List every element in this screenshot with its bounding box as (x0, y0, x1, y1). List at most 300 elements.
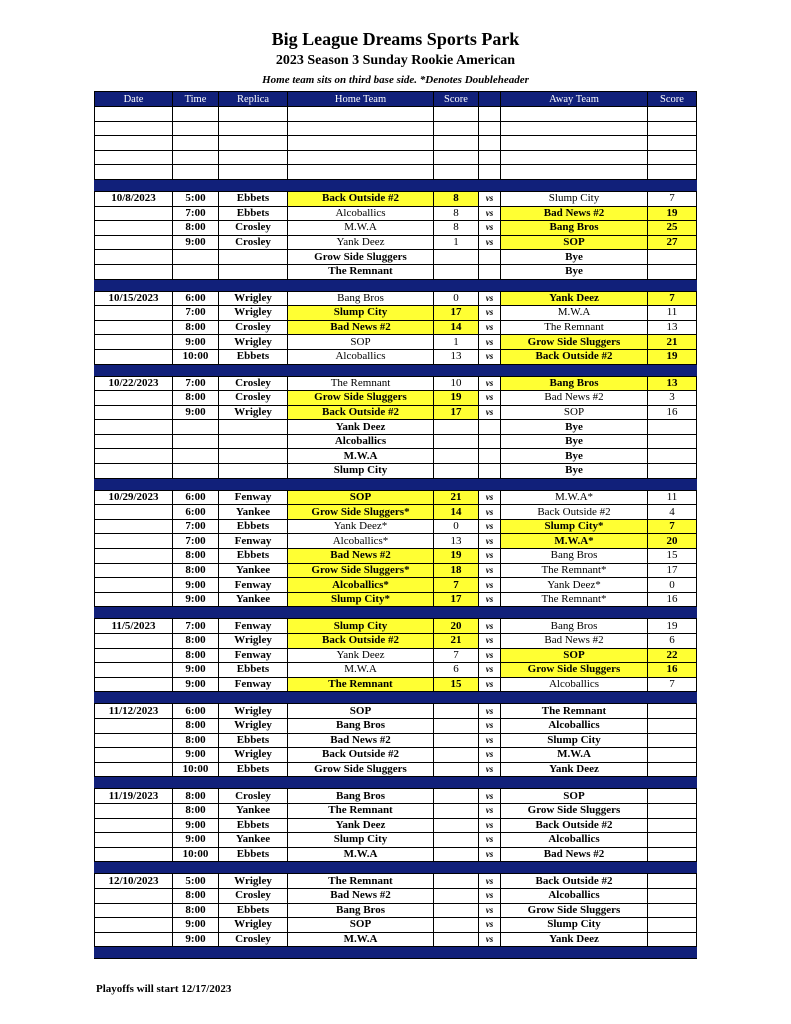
replica-cell (219, 449, 288, 464)
divider-cell (648, 692, 697, 704)
vs-cell: vs (479, 634, 501, 649)
home-score-cell: 0 (434, 519, 479, 534)
divider-cell (288, 947, 434, 959)
divider-cell (288, 692, 434, 704)
home-score-cell (434, 449, 479, 464)
away-score-cell (648, 888, 697, 903)
home-team-cell: SOP (288, 704, 434, 719)
vs-cell: vs (479, 563, 501, 578)
empty-row (95, 150, 697, 165)
empty-cell (219, 107, 288, 122)
game-row (95, 235, 697, 250)
time-cell: 5:00 (173, 874, 219, 889)
game-row (95, 505, 697, 520)
replica-cell: Crosley (219, 235, 288, 250)
divider-cell (479, 947, 501, 959)
vs-cell: vs (479, 391, 501, 406)
home-score-cell: 8 (434, 206, 479, 221)
home-team-cell: Yank Deez (288, 818, 434, 833)
time-cell: 6:00 (173, 704, 219, 719)
home-score-cell: 0 (434, 291, 479, 306)
game-row (95, 888, 697, 903)
date-cell (95, 464, 173, 479)
home-score-cell: 1 (434, 335, 479, 350)
away-team-cell: Alcoballics (501, 833, 648, 848)
home-team-cell: M.W.A (288, 449, 434, 464)
replica-cell: Crosley (219, 221, 288, 236)
vs-cell: vs (479, 847, 501, 862)
section-divider (95, 364, 697, 376)
header-date: Date (95, 92, 173, 107)
away-score-cell: 13 (648, 376, 697, 391)
game-row (95, 206, 697, 221)
time-cell: 7:00 (173, 306, 219, 321)
away-team-cell: The Remnant (501, 704, 648, 719)
home-team-cell: SOP (288, 918, 434, 933)
home-score-cell: 21 (434, 634, 479, 649)
schedule-body (95, 107, 697, 959)
game-row (95, 464, 697, 479)
divider-cell (219, 692, 288, 704)
replica-cell: Ebbets (219, 903, 288, 918)
time-cell: 8:00 (173, 634, 219, 649)
vs-cell: vs (479, 648, 501, 663)
vs-cell: vs (479, 619, 501, 634)
home-team-cell: Yank Deez (288, 420, 434, 435)
home-team-cell: Slump City (288, 619, 434, 634)
divider-cell (219, 947, 288, 959)
game-row (95, 648, 697, 663)
divider-cell (173, 364, 219, 376)
date-cell (95, 578, 173, 593)
game-row (95, 306, 697, 321)
replica-cell: Wrigley (219, 704, 288, 719)
replica-cell: Yankee (219, 505, 288, 520)
replica-cell (219, 464, 288, 479)
vs-cell: vs (479, 733, 501, 748)
date-cell (95, 434, 173, 449)
away-score-cell: 13 (648, 320, 697, 335)
time-cell: 5:00 (173, 191, 219, 206)
away-score-cell (648, 818, 697, 833)
empty-row (95, 136, 697, 151)
away-team-cell: Slump City (501, 733, 648, 748)
replica-cell: Ebbets (219, 818, 288, 833)
home-score-cell (434, 264, 479, 279)
replica-cell: Ebbets (219, 733, 288, 748)
divider-cell (648, 179, 697, 191)
section-divider (95, 692, 697, 704)
empty-cell (219, 121, 288, 136)
away-team-cell: Bang Bros (501, 221, 648, 236)
home-score-cell (434, 718, 479, 733)
away-team-cell: Bang Bros (501, 619, 648, 634)
away-team-cell: Bang Bros (501, 549, 648, 564)
replica-cell: Ebbets (219, 549, 288, 564)
date-cell (95, 918, 173, 933)
home-team-cell: Bang Bros (288, 291, 434, 306)
vs-cell: vs (479, 874, 501, 889)
away-team-cell: Back Outside #2 (501, 349, 648, 364)
away-team-cell: Alcoballics (501, 888, 648, 903)
game-row (95, 376, 697, 391)
home-team-cell: The Remnant (288, 874, 434, 889)
time-cell (173, 420, 219, 435)
replica-cell: Wrigley (219, 918, 288, 933)
vs-cell: vs (479, 818, 501, 833)
vs-cell (479, 449, 501, 464)
section-divider (95, 279, 697, 291)
divider-cell (95, 692, 173, 704)
page-subtitle: 2023 Season 3 Sunday Rookie American (275, 53, 516, 68)
away-team-cell: Yank Deez (501, 291, 648, 306)
game-row (95, 519, 697, 534)
header-vs (479, 92, 501, 107)
home-team-cell: Bang Bros (288, 789, 434, 804)
away-score-cell (648, 789, 697, 804)
away-team-cell: The Remnant* (501, 592, 648, 607)
date-cell (95, 235, 173, 250)
replica-cell: Crosley (219, 888, 288, 903)
away-team-cell: Back Outside #2 (501, 818, 648, 833)
home-score-cell (434, 918, 479, 933)
away-team-cell: M.W.A (501, 306, 648, 321)
replica-cell: Ebbets (219, 191, 288, 206)
empty-cell (479, 136, 501, 151)
vs-cell: vs (479, 206, 501, 221)
empty-cell (479, 107, 501, 122)
empty-cell (434, 121, 479, 136)
away-score-cell: 6 (648, 634, 697, 649)
divider-cell (288, 777, 434, 789)
away-score-cell: 3 (648, 391, 697, 406)
replica-cell (219, 420, 288, 435)
divider-cell (648, 862, 697, 874)
replica-cell: Wrigley (219, 874, 288, 889)
home-team-cell: Alcoballics* (288, 578, 434, 593)
date-cell: 10/8/2023 (95, 191, 173, 206)
away-score-cell (648, 250, 697, 265)
home-team-cell: The Remnant (288, 264, 434, 279)
empty-cell (648, 136, 697, 151)
away-score-cell: 27 (648, 235, 697, 250)
divider-cell (648, 947, 697, 959)
time-cell: 7:00 (173, 534, 219, 549)
game-row (95, 789, 697, 804)
date-cell (95, 663, 173, 678)
home-team-cell: Grow Side Sluggers (288, 391, 434, 406)
date-cell (95, 264, 173, 279)
replica-cell: Crosley (219, 932, 288, 947)
away-team-cell: Grow Side Sluggers (501, 903, 648, 918)
game-row (95, 349, 697, 364)
home-team-cell: Yank Deez (288, 648, 434, 663)
section-divider (95, 862, 697, 874)
date-cell (95, 634, 173, 649)
game-row (95, 405, 697, 420)
divider-cell (479, 862, 501, 874)
away-team-cell: Grow Side Sluggers (501, 335, 648, 350)
divider-cell (648, 478, 697, 490)
home-team-cell: Bad News #2 (288, 549, 434, 564)
home-score-cell (434, 833, 479, 848)
time-cell: 7:00 (173, 376, 219, 391)
replica-cell: Wrigley (219, 291, 288, 306)
home-score-cell: 21 (434, 490, 479, 505)
time-cell (173, 464, 219, 479)
header-away-score: Score (648, 92, 697, 107)
away-score-cell: 16 (648, 405, 697, 420)
divider-cell (288, 478, 434, 490)
away-score-cell (648, 704, 697, 719)
game-row (95, 534, 697, 549)
vs-cell: vs (479, 490, 501, 505)
time-cell: 8:00 (173, 320, 219, 335)
date-cell (95, 349, 173, 364)
section-divider (95, 607, 697, 619)
time-cell: 9:00 (173, 335, 219, 350)
divider-cell (173, 179, 219, 191)
game-row (95, 391, 697, 406)
game-row (95, 918, 697, 933)
time-cell (173, 250, 219, 265)
away-team-cell: Bad News #2 (501, 391, 648, 406)
vs-cell: vs (479, 704, 501, 719)
game-row (95, 903, 697, 918)
date-cell (95, 505, 173, 520)
home-team-cell: M.W.A (288, 847, 434, 862)
home-team-cell: SOP (288, 490, 434, 505)
time-cell: 8:00 (173, 733, 219, 748)
home-score-cell (434, 847, 479, 862)
empty-cell (288, 121, 434, 136)
date-cell (95, 519, 173, 534)
away-score-cell: 7 (648, 191, 697, 206)
divider-cell (219, 279, 288, 291)
empty-cell (479, 121, 501, 136)
home-score-cell: 13 (434, 349, 479, 364)
vs-cell: vs (479, 592, 501, 607)
game-row (95, 733, 697, 748)
divider-cell (95, 364, 173, 376)
game-row (95, 932, 697, 947)
home-score-cell (434, 903, 479, 918)
home-team-cell: Yank Deez* (288, 519, 434, 534)
date-cell (95, 391, 173, 406)
time-cell: 8:00 (173, 648, 219, 663)
home-score-cell: 19 (434, 549, 479, 564)
divider-cell (288, 862, 434, 874)
time-cell: 9:00 (173, 677, 219, 692)
away-team-cell: Bye (501, 434, 648, 449)
away-team-cell: M.W.A (501, 748, 648, 763)
home-score-cell (434, 888, 479, 903)
vs-cell: vs (479, 505, 501, 520)
playoffs-note: Playoffs will start 12/17/2023 (96, 983, 232, 995)
away-score-cell (648, 733, 697, 748)
time-cell: 7:00 (173, 619, 219, 634)
vs-cell: vs (479, 221, 501, 236)
divider-cell (479, 478, 501, 490)
empty-cell (95, 121, 173, 136)
vs-cell: vs (479, 534, 501, 549)
empty-cell (434, 165, 479, 180)
game-row (95, 847, 697, 862)
vs-cell (479, 250, 501, 265)
away-team-cell: SOP (501, 789, 648, 804)
away-score-cell: 16 (648, 663, 697, 678)
vs-cell (479, 434, 501, 449)
game-row (95, 320, 697, 335)
home-score-cell: 8 (434, 221, 479, 236)
time-cell: 9:00 (173, 918, 219, 933)
game-row (95, 718, 697, 733)
date-cell (95, 563, 173, 578)
away-team-cell: M.W.A* (501, 534, 648, 549)
replica-cell: Fenway (219, 490, 288, 505)
divider-cell (173, 777, 219, 789)
date-cell (95, 677, 173, 692)
empty-cell (173, 136, 219, 151)
game-row (95, 803, 697, 818)
empty-cell (219, 150, 288, 165)
date-cell (95, 320, 173, 335)
home-score-cell: 17 (434, 306, 479, 321)
time-cell: 6:00 (173, 505, 219, 520)
time-cell: 8:00 (173, 903, 219, 918)
date-cell (95, 648, 173, 663)
replica-cell: Ebbets (219, 762, 288, 777)
game-row (95, 490, 697, 505)
divider-cell (219, 478, 288, 490)
divider-cell (95, 777, 173, 789)
divider-cell (501, 179, 648, 191)
away-team-cell: The Remnant (501, 320, 648, 335)
vs-cell: vs (479, 663, 501, 678)
game-row (95, 619, 697, 634)
home-score-cell: 6 (434, 663, 479, 678)
divider-cell (95, 607, 173, 619)
home-team-cell: Slump City (288, 464, 434, 479)
away-score-cell: 16 (648, 592, 697, 607)
vs-cell: vs (479, 519, 501, 534)
replica-cell: Crosley (219, 320, 288, 335)
away-score-cell: 19 (648, 206, 697, 221)
empty-cell (501, 136, 648, 151)
empty-cell (173, 107, 219, 122)
date-cell (95, 833, 173, 848)
vs-cell: vs (479, 549, 501, 564)
empty-cell (288, 107, 434, 122)
divider-cell (648, 364, 697, 376)
page-note: Home team sits on third base side. *Denotes Doubleheader (262, 74, 529, 86)
game-row (95, 874, 697, 889)
away-team-cell: Bad News #2 (501, 634, 648, 649)
replica-cell: Yankee (219, 563, 288, 578)
date-cell: 11/5/2023 (95, 619, 173, 634)
empty-cell (434, 136, 479, 151)
divider-cell (219, 364, 288, 376)
away-team-cell: Alcoballics (501, 677, 648, 692)
home-team-cell: Slump City* (288, 592, 434, 607)
home-team-cell: SOP (288, 335, 434, 350)
divider-cell (501, 947, 648, 959)
away-team-cell: SOP (501, 405, 648, 420)
home-team-cell: Back Outside #2 (288, 405, 434, 420)
away-team-cell: Alcoballics (501, 718, 648, 733)
away-team-cell: SOP (501, 648, 648, 663)
away-team-cell: Bang Bros (501, 376, 648, 391)
home-score-cell: 10 (434, 376, 479, 391)
time-cell: 8:00 (173, 221, 219, 236)
away-team-cell: Bye (501, 449, 648, 464)
game-row (95, 291, 697, 306)
away-team-cell: Bye (501, 420, 648, 435)
away-team-cell: Yank Deez (501, 932, 648, 947)
replica-cell: Fenway (219, 677, 288, 692)
replica-cell: Yankee (219, 833, 288, 848)
replica-cell: Ebbets (219, 349, 288, 364)
date-cell (95, 449, 173, 464)
date-cell (95, 420, 173, 435)
time-cell: 10:00 (173, 762, 219, 777)
date-cell (95, 206, 173, 221)
date-cell: 10/29/2023 (95, 490, 173, 505)
empty-cell (288, 165, 434, 180)
divider-cell (501, 607, 648, 619)
home-score-cell: 8 (434, 191, 479, 206)
game-row (95, 191, 697, 206)
divider-cell (434, 279, 479, 291)
time-cell: 8:00 (173, 391, 219, 406)
home-team-cell: Bang Bros (288, 903, 434, 918)
game-row (95, 449, 697, 464)
home-team-cell: Yank Deez (288, 235, 434, 250)
vs-cell: vs (479, 306, 501, 321)
time-cell (173, 449, 219, 464)
divider-cell (501, 692, 648, 704)
schedule-table (94, 91, 697, 959)
vs-cell: vs (479, 833, 501, 848)
divider-cell (434, 862, 479, 874)
time-cell: 9:00 (173, 748, 219, 763)
date-cell: 10/22/2023 (95, 376, 173, 391)
time-cell: 10:00 (173, 349, 219, 364)
vs-cell: vs (479, 376, 501, 391)
away-score-cell: 22 (648, 648, 697, 663)
away-score-cell: 20 (648, 534, 697, 549)
time-cell: 8:00 (173, 718, 219, 733)
home-team-cell: M.W.A (288, 932, 434, 947)
away-team-cell: The Remnant* (501, 563, 648, 578)
divider-cell (95, 179, 173, 191)
replica-cell: Crosley (219, 391, 288, 406)
divider-cell (479, 607, 501, 619)
date-cell (95, 250, 173, 265)
away-team-cell: Bye (501, 250, 648, 265)
vs-cell: vs (479, 677, 501, 692)
empty-cell (648, 107, 697, 122)
date-cell (95, 534, 173, 549)
time-cell: 8:00 (173, 803, 219, 818)
date-cell (95, 592, 173, 607)
home-team-cell: Alcoballics* (288, 534, 434, 549)
vs-cell: vs (479, 191, 501, 206)
vs-cell: vs (479, 918, 501, 933)
game-row (95, 549, 697, 564)
game-row (95, 677, 697, 692)
home-team-cell: Slump City (288, 833, 434, 848)
